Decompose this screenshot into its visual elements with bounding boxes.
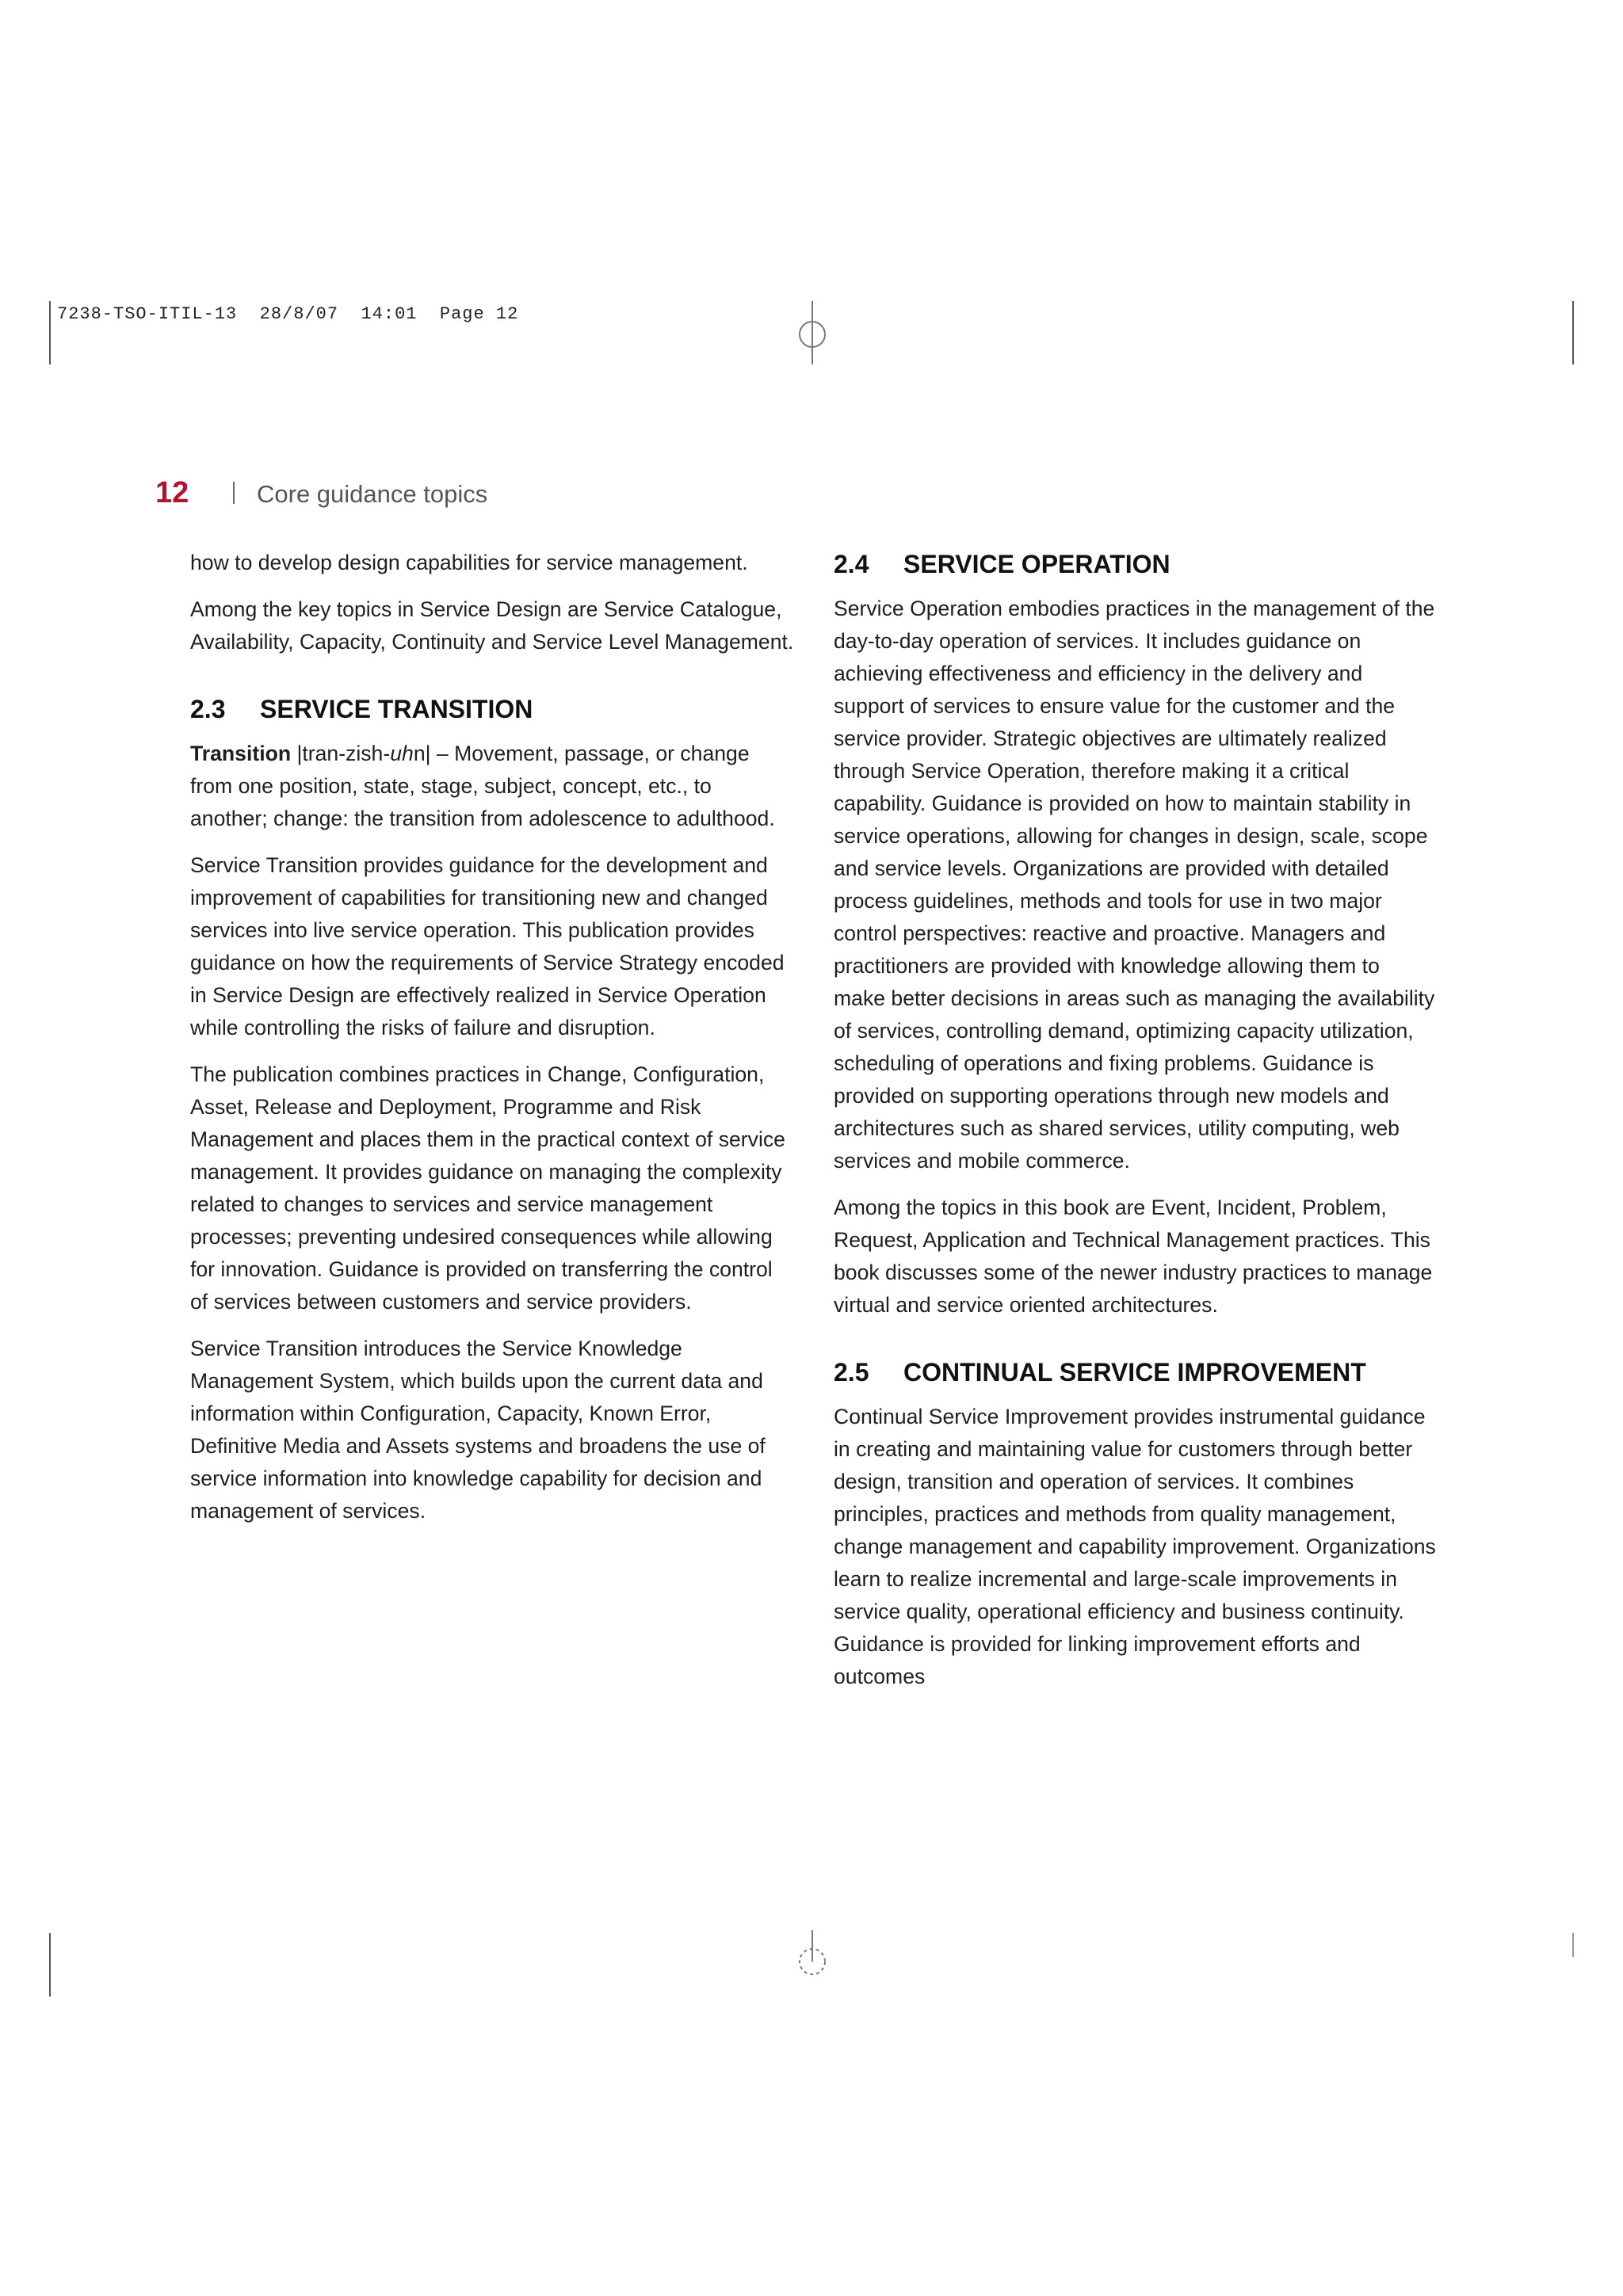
running-head-title: Core guidance topics [257, 480, 488, 508]
section-title: SERVICE OPERATION [903, 550, 1170, 578]
registration-mark-top-icon [794, 301, 831, 364]
definition-pronunciation-start: |tran-zish- [291, 742, 391, 765]
section-title: CONTINUAL SERVICE IMPROVEMENT [903, 1358, 1366, 1386]
definition-text: n| – Movement, passage, or change from one position, state, stage, subject, concept, etc., to another; change: the transition from adolescence to adulthood. [190, 742, 775, 830]
registration-mark-bottom-icon [794, 1930, 831, 1985]
definition-transition [190, 738, 794, 835]
paragraph-service-operation-1: Service Operation embodies practices in the management of the day-to-day operation of services. It includes guidance on achieving effectiveness and efficiency in the delivery and support of services to ensure value for the customer and the service provider. Strategic objectives are ultimately realized through Service Operation, therefore making it a critical capability. Guidance is provided on how to maintain stability in service operations, allowing for changes in design, scale, scope and service levels. Organizations are provided with detailed process guidelines, methods and tools for use in two major control perspectives: reactive and proactive. Managers and practitioners are provided with knowledge allowing them to make better decisions in areas such as managing the availability of services, controlling demand, optimizing capacity utilization, scheduling of operations and fixing problems. Guidance is provided on supporting operations through new models and architectures such as shared services, utility computing, web services and mobile commerce. [834, 597, 1435, 1173]
section-title: SERVICE TRANSITION [260, 695, 533, 723]
paragraph-service-transition-2: The publication combines practices in Change, Configuration, Asset, Release and Deployment, Programme and Risk Management and places them in the practical context of service management. It provides guidance on managing the complexity related to changes to services and service management processes; preventing undesired consequences while allowing for innovation. Guidance is provided on transferring the control of services between customers and service providers. [190, 1062, 785, 1314]
section-number: 2.5 [834, 1358, 869, 1386]
definition-term: Transition [190, 742, 292, 765]
paragraph-service-design-topics: Among the key topics in Service Design are Service Catalogue, Availability, Capacity, Continuity and Service Level Management. [190, 597, 794, 654]
right-column [834, 547, 1436, 1707]
section-heading-2-4 [834, 547, 1436, 582]
section-heading-2-5 [834, 1355, 1436, 1390]
section-heading-2-3 [190, 692, 794, 727]
crop-mark-bottom-left [49, 1933, 51, 1997]
print-slug-line: 7238-TSO-ITIL-13 28/8/07 14:01 Page 12 [57, 304, 519, 324]
left-column [190, 547, 794, 1542]
header-divider [233, 482, 235, 504]
section-number: 2.3 [190, 695, 226, 723]
paragraph-service-transition-3: Service Transition introduces the Service Knowledge Management System, which builds upon the current data and information within Configuration, Capacity, Known Error, Definitive Media and Assets systems and broadens the use of service information into knowledge capability for decision and management of services. [190, 1337, 766, 1523]
crop-mark-top-left [49, 301, 51, 364]
paragraph-service-operation-2: Among the topics in this book are Event, Incident, Problem, Request, Application and Technical Management practices. This book discusses some of the newer industry practices to manage virtual and service oriented architectures. [834, 1196, 1433, 1317]
crop-mark-bottom-right [1572, 1933, 1574, 1957]
page-number: 12 [155, 476, 189, 509]
crop-mark-top-right [1572, 301, 1574, 364]
paragraph-intro-continued: how to develop design capabilities for service management. [190, 551, 748, 574]
paragraph-service-transition-1: Service Transition provides guidance for the development and improvement of capabilities for transitioning new and changed services into live service operation. This publication provides guidance on how the requirements of Service Strategy encoded in Service Design are effectively realized in Service Operation while controlling the risks of failure and disruption. [190, 853, 785, 1039]
section-number: 2.4 [834, 550, 869, 578]
definition-pronunciation-italic: uh [390, 742, 414, 765]
paragraph-continual-service-improvement: Continual Service Improvement provides instrumental guidance in creating and maintaining value for customers through better design, transition and operation of services. It combines principles, practices and methods from quality management, change management and capability improvement. Organizations learn to realize incremental and large-scale improvements in service quality, operational efficiency and business continuity. Guidance is provided for linking improvement efforts and outcomes [834, 1405, 1436, 1688]
